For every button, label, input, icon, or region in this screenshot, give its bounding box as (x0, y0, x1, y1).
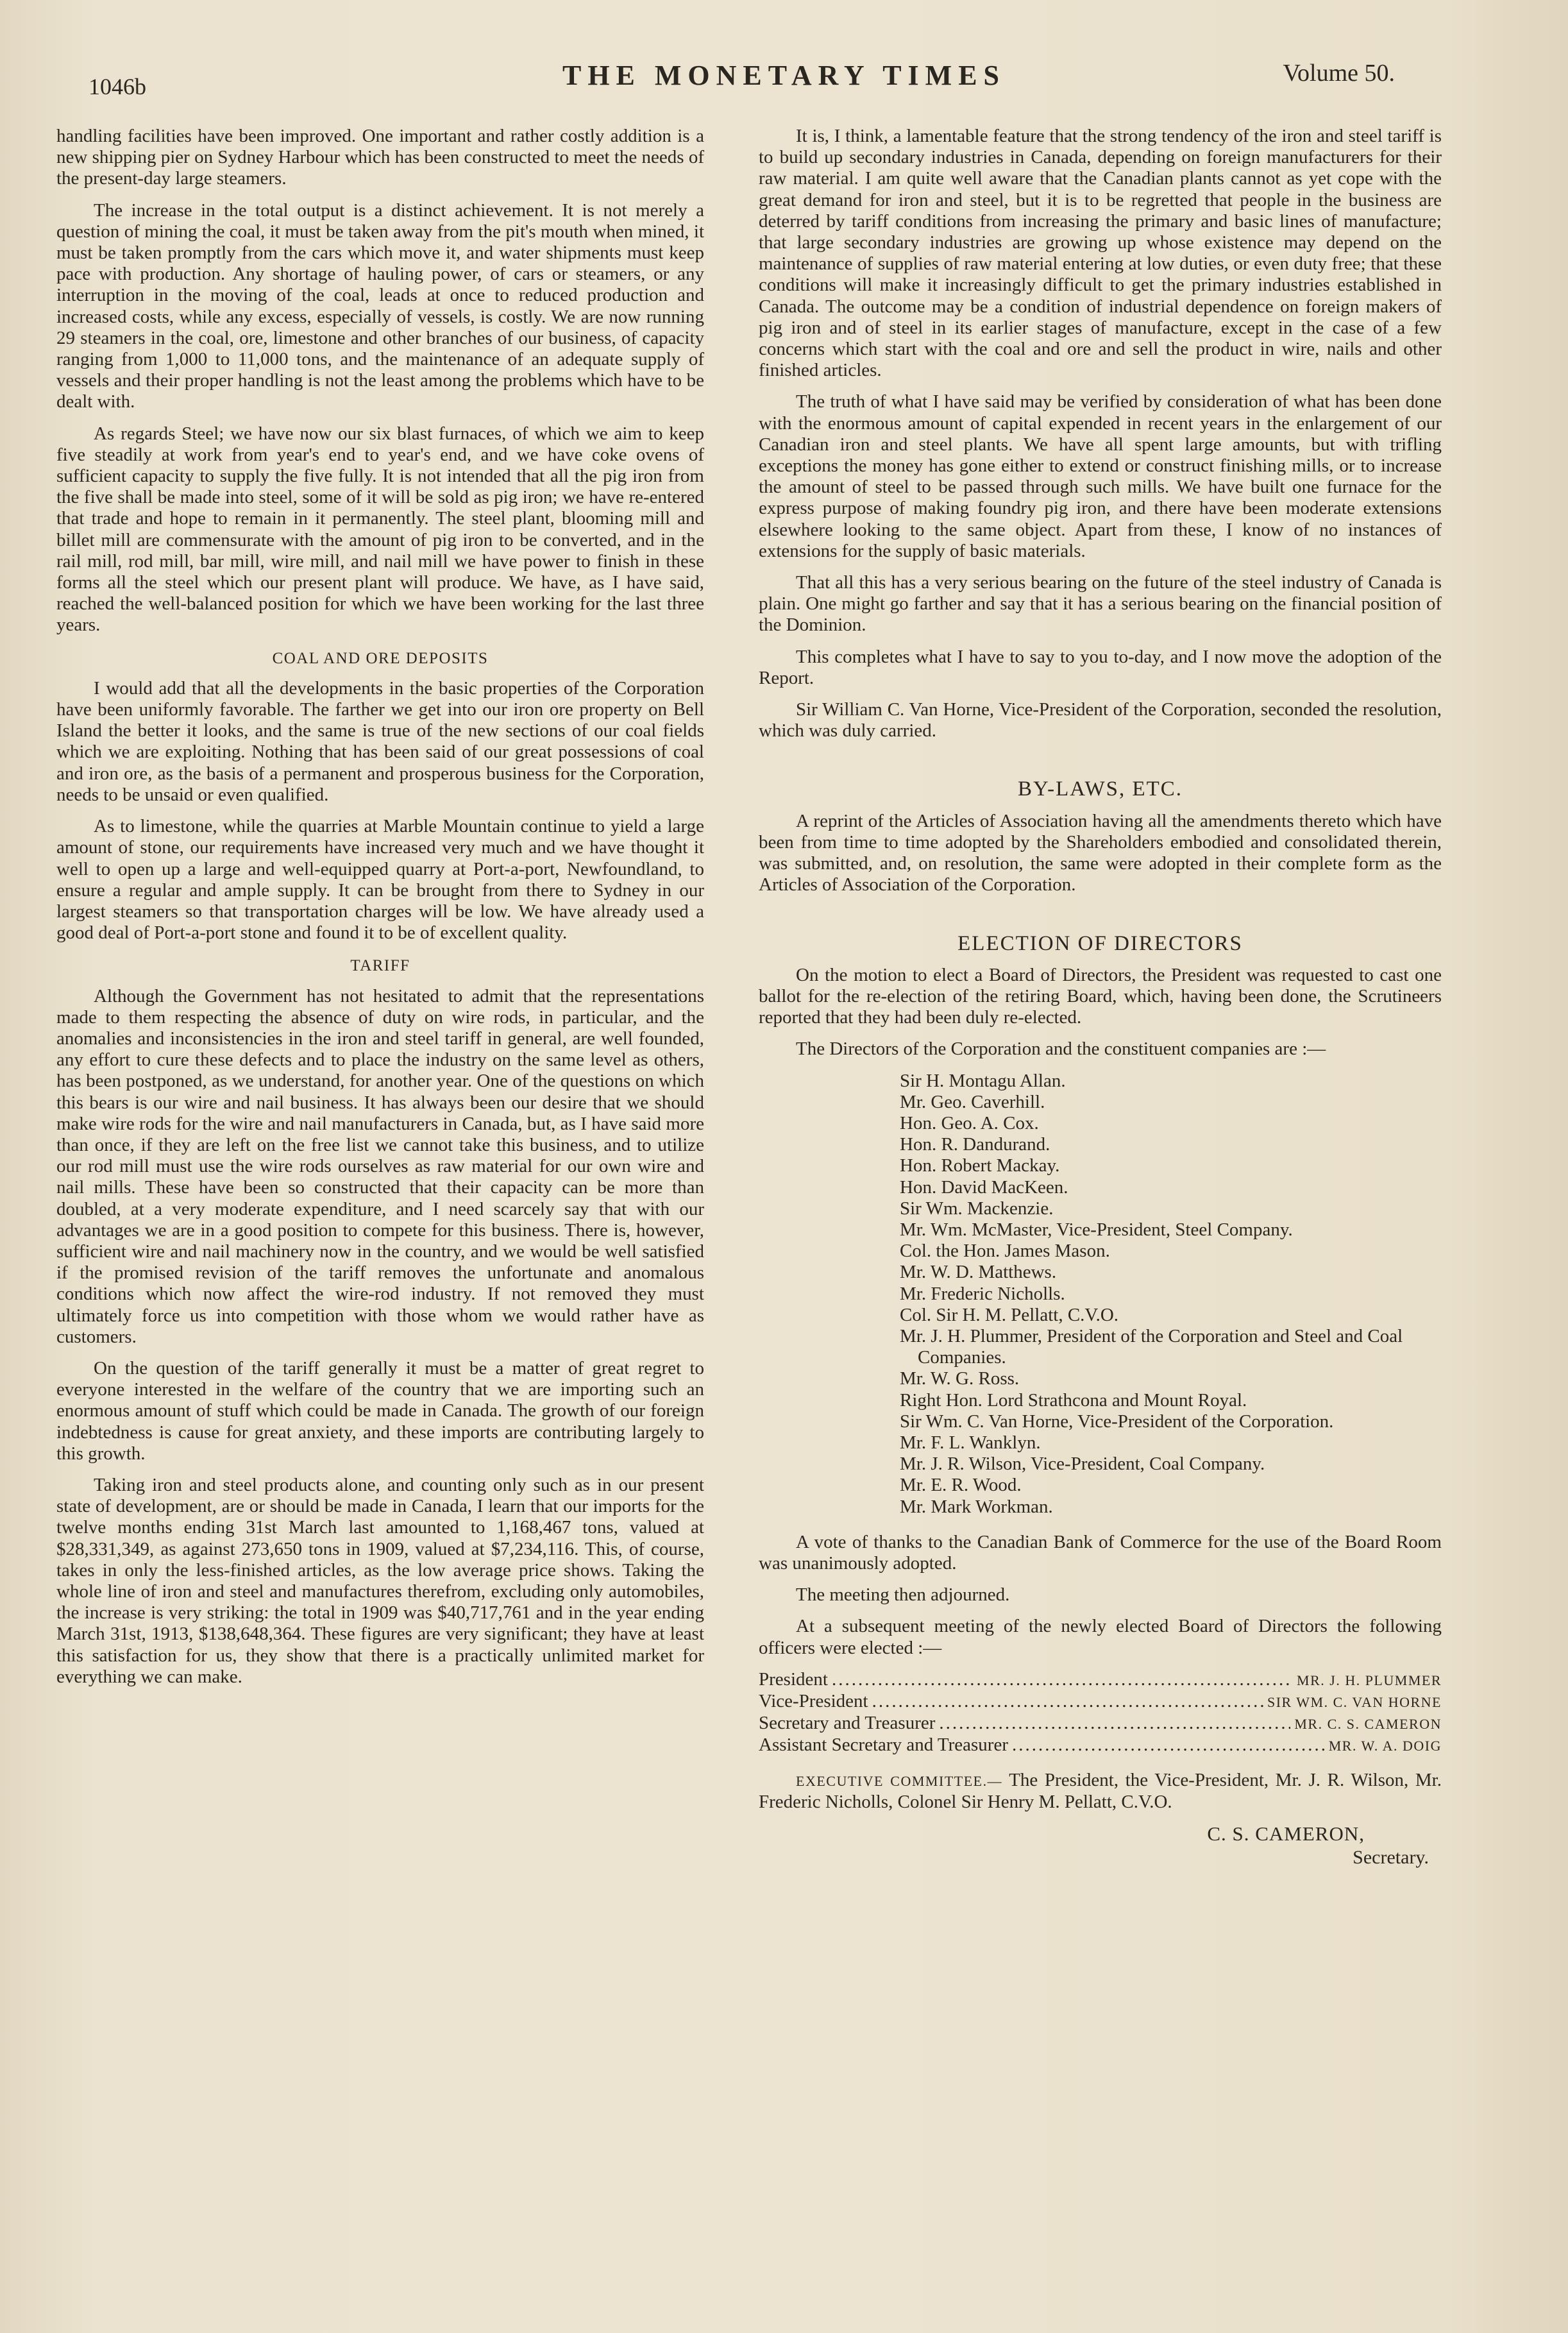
left-column (56, 126, 704, 1698)
list-item: Mr. J. R. Wilson, Vice-President, Coal Company. (900, 1454, 1265, 1475)
officer-row (759, 1691, 1442, 1713)
signature-title: Secretary. (1353, 1847, 1429, 1869)
list-item: Mr. Wm. McMaster, Vice-President, Steel Company. (900, 1219, 1293, 1240)
masthead-title: THE MONETARY TIMES (562, 60, 1006, 91)
volume-number: Volume 50. (1283, 60, 1395, 87)
executive-committee-members: The President, the Vice-President, Mr. J. R. Wilson, Mr. Frederic Nicholls, Colonel Sir Henry M. Pellatt, C.V.O. (759, 1769, 1442, 1812)
section-heading-bylaws: BY-LAWS, ETC. (1017, 777, 1183, 801)
list-item: Right Hon. Lord Strathcona and Mount Royal. (900, 1389, 1247, 1411)
list-item: Mr. E. R. Wood. (900, 1475, 1022, 1496)
paragraph: It is, I think, a lamentable feature that the strong tendency of the iron and steel tariff is to build up secondary industries in Canada, depending on foreign manufacturers for their raw material. I am quite well aware that the Canadian plants cannot as yet cope with the great demand for iron and steel, but it is to be regretted that people in the business are deterred by tariff conditions from increasing the primary and basic lines of manufacture; that large secondary industries are growing up whose existence may depend on the maintenance of supplies of raw material entering at low duties, or even duty free; that these conditions will make it increasingly difficult to get the primary industries established in Canada. The outcome may be a condition of industrial dependence on foreign makers of pig iron and of steel in its earlier stages of manufacture, except in the case of a few concerns which start with the coal and ore and sell the product in wire, nails and other finished articles. (759, 126, 1442, 381)
officer-title: Secretary and Treasurer (759, 1713, 936, 1734)
list-item: Hon. David MacKeen. (900, 1176, 1068, 1198)
officer-title: Vice-President (759, 1691, 868, 1711)
list-item: Sir Wm. Mackenzie. (900, 1198, 1054, 1219)
list-item: Hon. Robert Mackay. (900, 1155, 1060, 1176)
leader-dots (832, 1669, 1293, 1690)
page-header (0, 59, 1568, 104)
list-item: Hon. Geo. A. Cox. (900, 1112, 1039, 1133)
leader-dots (939, 1713, 1290, 1734)
officer-name: MR. C. S. CAMERON (1294, 1716, 1442, 1733)
paragraph: As regards Steel; we have now our six blast furnaces, of which we aim to keep five steadily at work from year's end to year's end, and we have coke ovens of sufficient capacity to supply the five fully. It is not intended that all the pig iron from the five shall be made into steel, some of it will be sold as pig iron; we have re-entered that trade and hope to remain in it permanently. The steel plant, blooming mill and billet mill are commensurate with the amount of pig iron to be converted, and in the rail mill, rod mill, bar mill, wire mill, and nail mill we have power to finish in these forms all the steel which our present plant will produce. We have, as I have said, reached the well-balanced position for which we have been working for the last three years. (56, 423, 704, 636)
officers-list (759, 1669, 1442, 1757)
list-item: Sir Wm. C. Van Horne, Vice-President of the Corporation. (900, 1411, 1334, 1432)
list-item: Sir H. Montagu Allan. (900, 1070, 1066, 1091)
signature-name: C. S. CAMERON, (1207, 1822, 1365, 1845)
paragraph: This completes what I have to say to you to-day, and I now move the adoption of the Report. (759, 646, 1442, 688)
list-item: Mr. Frederic Nicholls. (900, 1283, 1065, 1304)
list-item: Hon. R. Dandurand. (900, 1134, 1050, 1155)
officer-title: Assistant Secretary and Treasurer (759, 1735, 1008, 1756)
directors-list (759, 1071, 1442, 1518)
list-item: Mr. W. G. Ross. (900, 1368, 1020, 1389)
paragraph: On the question of the tariff generally it must be a matter of great regret to everyone interested in the welfare of the country that we are importing such an enormous amount of stuff which could be made in Canada. The growth of our foreign indebtedness is cause for great anxiety, and these imports are contributing largely to this growth. (56, 1357, 704, 1464)
paragraph: A reprint of the Articles of Association having all the amendments thereto which have been from time to time adopted by the Shareholders embodied and consolidated therein, was submitted, and, on resolution, the same were adopted in their complete form as the Articles of Association of the Corporation. (759, 810, 1442, 895)
executive-committee (759, 1770, 1442, 1813)
paragraph: The meeting then adjourned. (796, 1584, 1010, 1606)
paragraph: The truth of what I have said may be verified by consideration of what has been done with the enormous amount of capital expended in recent years in the enlargement of our Canadian iron and steel plants. We have all spent large amounts, but with trifling exceptions the money has gone either to extend or construct finishing mills, or to increase the amount of steel to be passed through such mills. We have built one furnace for the express purpose of making foundry pig iron, and there have been moderate extensions elsewhere looking to the same object. Apart from these, I know of no instances of extensions for the supply of basic materials. (759, 391, 1442, 561)
officer-row (759, 1713, 1442, 1735)
section-heading-tariff: TARIFF (350, 957, 410, 975)
paragraph: The Directors of the Corporation and the constituent companies are :— (796, 1039, 1326, 1060)
paragraph: I would add that all the developments in the basic properties of the Corporation have been uniformly favorable. The farther we get into our iron ore property on Bell Island the better it looks, and the same is true of the new sections of our coal fields which we are exploiting. Nothing that has been said of our great possessions of coal and iron ore, as the basis of a permanent and prosperous business for the Corporation, needs to be unsaid or even qualified. (56, 677, 704, 805)
paragraph: The increase in the total output is a distinct achievement. It is not merely a question of mining the coal, it must be taken away from the pit's mouth when mined, it must be taken promptly from the cars which move it, and water shipments must keep pace with production. Any shortage of hauling power, of cars or steamers, or any interruption in the moving of the coal, leads at once to reduced production and increased costs, while any excess, especially of vessels, is costly. We are now running 29 steamers in the coal, ore, limestone and other branches of our business, of capacity ranging from 1,000 to 11,000 tons, and the maintenance of an adequate supply of vessels and their proper handling is not the least among the problems which have to be dealt with. (56, 199, 704, 412)
paragraph: handling facilities have been improved. One important and rather costly addition is a new shipping pier on Sydney Harbour which has been constructed to meet the needs of the present-day large steamers. (56, 126, 704, 189)
list-item: Mr. F. L. Wanklyn. (900, 1432, 1041, 1453)
paragraph: Taking iron and steel products alone, and counting only such as in our present state of development, are or should be made in Canada, I learn that our imports for the twelve months ending 31st March last amounted to 1,168,467 tons, valued at $28,331,349, as against 273,650 tons in 1909, valued at $7,234,116. This, of course, takes in only the less-finished articles, as the low average price shows. Taking the whole line of iron and steel and manufactures therefrom, excluding only automobiles, the increase is very striking: the total in 1909 was $40,717,761 and in the year ending March 31st, 1913, $138,648,364. These figures are very significant; they have at least this satisfaction for us, they show that there is a practically unlimited market for everything we can make. (56, 1474, 704, 1687)
executive-committee-label: EXECUTIVE COMMITTEE.— (796, 1772, 1003, 1789)
paragraph: On the motion to elect a Board of Directors, the President was requested to cast one ballot for the re-election of the retiring Board, which, having been done, the Scrutineers reported that they had been duly re-elected. (759, 964, 1442, 1028)
paragraph: At a subsequent meeting of the newly elected Board of Directors the following officers were elected :— (759, 1616, 1442, 1658)
officer-row (759, 1669, 1442, 1691)
paragraph: Sir William C. Van Horne, Vice-President of the Corporation, seconded the resolution, which was duly carried. (759, 699, 1442, 742)
page-number: 1046b (89, 74, 146, 99)
paragraph: A vote of thanks to the Canadian Bank of Commerce for the use of the Board Room was unanimously adopted. (759, 1531, 1442, 1574)
paragraph: As to limestone, while the quarries at Marble Mountain continue to yield a large amount of stone, our requirements have increased very much and we have thought it well to open up a large and well-equipped quarry at Port-a-port, Newfoundland, to ensure a regular and ample supply. It can be brought from there to Sydney in our largest steamers so that transportation charges will be low. We have already used a good deal of Port-a-port stone and found it to be of excellent quality. (56, 816, 704, 944)
right-column (759, 126, 1442, 1868)
list-item: Mr. W. D. Matthews. (900, 1262, 1057, 1283)
list-item: Col. the Hon. James Mason. (900, 1241, 1110, 1262)
officer-name: MR. W. A. DOIG (1328, 1738, 1442, 1754)
officer-title: President (759, 1668, 828, 1690)
list-item: Mr. J. H. Plummer, President of the Corporation and Steel and Coal Companies. (900, 1325, 1403, 1368)
section-heading-election: ELECTION OF DIRECTORS (957, 931, 1243, 955)
paragraph: That all this has a very serious bearing on the future of the steel industry of Canada is plain. One might go farther and say that it has a serious bearing on the financial position of the Dominion. (759, 572, 1442, 636)
leader-dots (872, 1691, 1263, 1712)
section-heading-coal: COAL AND ORE DEPOSITS (272, 649, 489, 667)
list-item: Mr. Mark Workman. (900, 1496, 1053, 1517)
officer-row (759, 1735, 1442, 1756)
list-item: Mr. Geo. Caverhill. (900, 1091, 1045, 1112)
list-item: Col. Sir H. M. Pellatt, C.V.O. (900, 1304, 1119, 1325)
officer-name: SIR WM. C. VAN HORNE (1267, 1694, 1442, 1710)
paragraph: Although the Government has not hesitated to admit that the representations made to them respecting the absence of duty on wire rods, in particular, and the anomalies and inconsistencies in the iron and steel tariff in general, are well founded, any effort to cure these defects and to place the industry on the same level as others, has been postponed, as we understand, for another year. One of the questions on which this bears is our wire and nail business. It has always been our desire that we should make wire rods for the wire and nail manufacturers in Canada, but, as I have said more than once, if they are left on the free list we cannot take this business, and to utilize our rod mill must use the wire rods ourselves as raw material for our own wire and nail mills. These have been so constructed that their capacity can be more than doubled, at a very moderate expenditure, and I need scarcely say that with our advantages we are in a good position to compete for this business. There is, however, sufficient wire and nail machinery now in the country, and we would be well satisfied if the promised revision of the tariff removes the unfortunate and anomalous conditions which now affect the wire-rod industry. If not removed they must ultimately force us into competition with those whom we would rather have as customers. (56, 985, 704, 1347)
leader-dots (1012, 1735, 1325, 1756)
officer-name: MR. J. H. PLUMMER (1297, 1672, 1442, 1688)
